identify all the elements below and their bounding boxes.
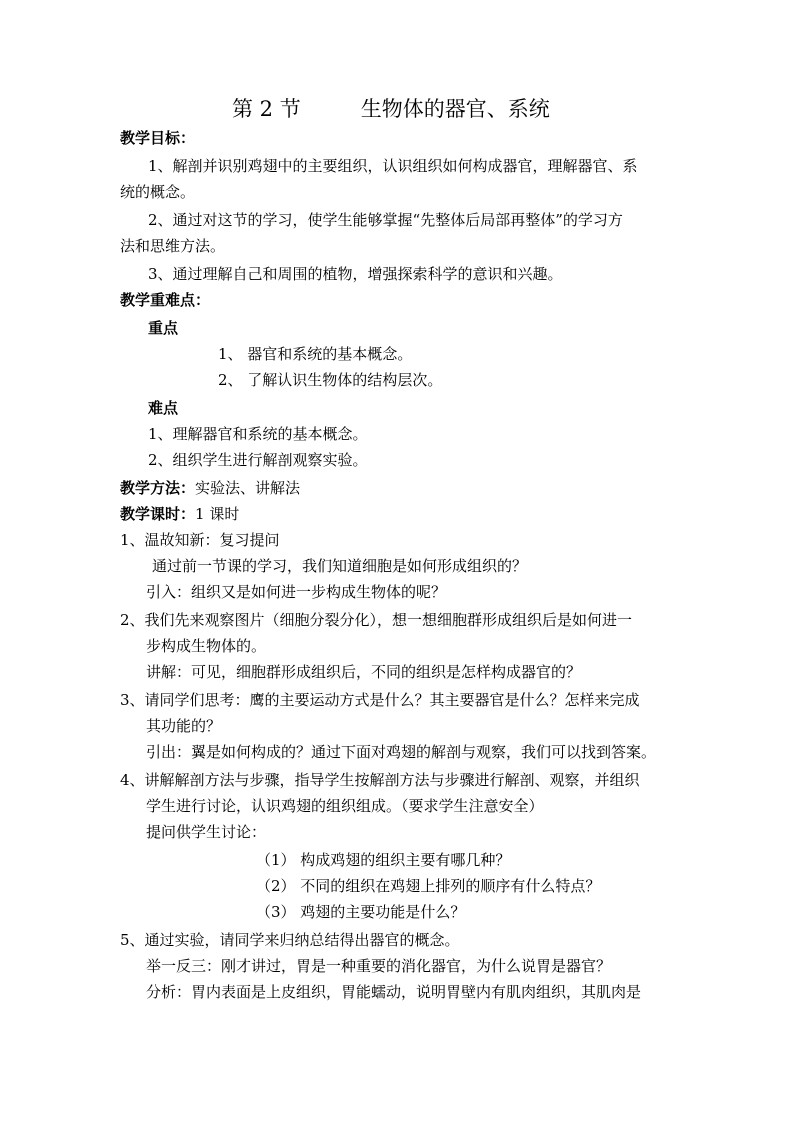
step-4-line-2: 学生进行讨论，认识鸡翅的组织组成。（要求学生注意安全） <box>146 797 544 815</box>
focus-item-1: 1、 器官和系统的基本概念。 <box>218 345 413 363</box>
discussion-question-3: （3） 鸡翅的主要功能是什么？ <box>256 903 466 921</box>
step-1-question: 通过前一节课的学习，我们知道细胞是如何形成组织的？ <box>152 557 528 575</box>
step-5-analysis: 分析：胃内表面是上皮组织，胃能蠕动，说明胃壁内有肌肉组织，其肌肉是 <box>146 983 642 1001</box>
objective-3: 3、通过理解自己和周围的植物，增强探索科学的意识和兴趣。 <box>148 265 563 283</box>
step-2-line-1: 2、我们先来观察图片（细胞分裂分化），想一想细胞群形成组织后是如何进一 <box>120 611 633 629</box>
step-4-prompt: 提问供学生讨论： <box>146 823 267 841</box>
hours-label: 教学课时： <box>120 505 196 523</box>
keypoints-heading: 教学重难点： <box>120 291 211 309</box>
difficult-label: 难点 <box>148 399 179 417</box>
step-4-line-1: 4、讲解解剖方法与步骤，指导学生按解剖方法与步骤进行解剖、观察，并组织 <box>120 771 640 789</box>
step-3-line-2: 其功能的？ <box>146 717 222 735</box>
focus-label: 重点 <box>148 319 179 337</box>
discussion-question-1: （1） 构成鸡翅的组织主要有哪几种？ <box>256 851 511 869</box>
objective-2-line-2: 法和思维方法。 <box>120 237 226 255</box>
step-2-explain: 讲解：可见，细胞群形成组织后，不同的组织是怎样构成器官的？ <box>146 663 582 681</box>
difficult-item-1: 1、理解器官和系统的基本概念。 <box>148 425 368 443</box>
focus-item-2: 2、 了解认识生物体的结构层次。 <box>218 371 443 389</box>
objective-2-line-1: 2、通过对这节的学习，使学生能够掌握“先整体后局部再整体”的学习方 <box>148 211 623 229</box>
difficult-item-2: 2、组织学生进行解剖观察实验。 <box>148 451 368 469</box>
step-1-intro: 引入：组织又是如何进一步构成生物体的呢？ <box>146 583 447 601</box>
step-5-example: 举一反三：刚才讲过，胃是一种重要的消化器官，为什么说胃是器官？ <box>146 957 612 975</box>
objective-1-line-1: 1、解剖并识别鸡翅中的主要组织，认识组织如何构成器官，理解器官、系 <box>148 157 638 175</box>
step-3-line-1: 3、请同学们思考：鹰的主要运动方式是什么？其主要器官是什么？怎样来完成 <box>120 691 640 709</box>
step-3-lead: 引出：翼是如何构成的？通过下面对鸡翅的解剖与观察，我们可以找到答案。 <box>146 743 657 761</box>
step-1: 1、温故知新：复习提问 <box>120 531 280 549</box>
objectives-heading: 教学目标： <box>120 129 196 147</box>
hours-value: 1 课时 <box>195 505 240 523</box>
page-title <box>232 96 550 122</box>
step-5: 5、通过实验，请同学来归纳总结得出器官的概念。 <box>120 931 460 949</box>
step-2-line-2: 步构成生物体的。 <box>146 637 267 655</box>
teaching-method <box>120 478 300 498</box>
section-number: 第 2 节 <box>232 97 301 121</box>
teaching-hours <box>120 504 239 524</box>
section-name: 生物体的器官、系统 <box>360 97 550 121</box>
method-value: 实验法、讲解法 <box>195 479 301 497</box>
method-label: 教学方法： <box>120 479 196 497</box>
discussion-question-2: （2） 不同的组织在鸡翅上排列的顺序有什么特点？ <box>256 877 601 895</box>
objective-1-line-2: 统的概念。 <box>120 183 196 201</box>
